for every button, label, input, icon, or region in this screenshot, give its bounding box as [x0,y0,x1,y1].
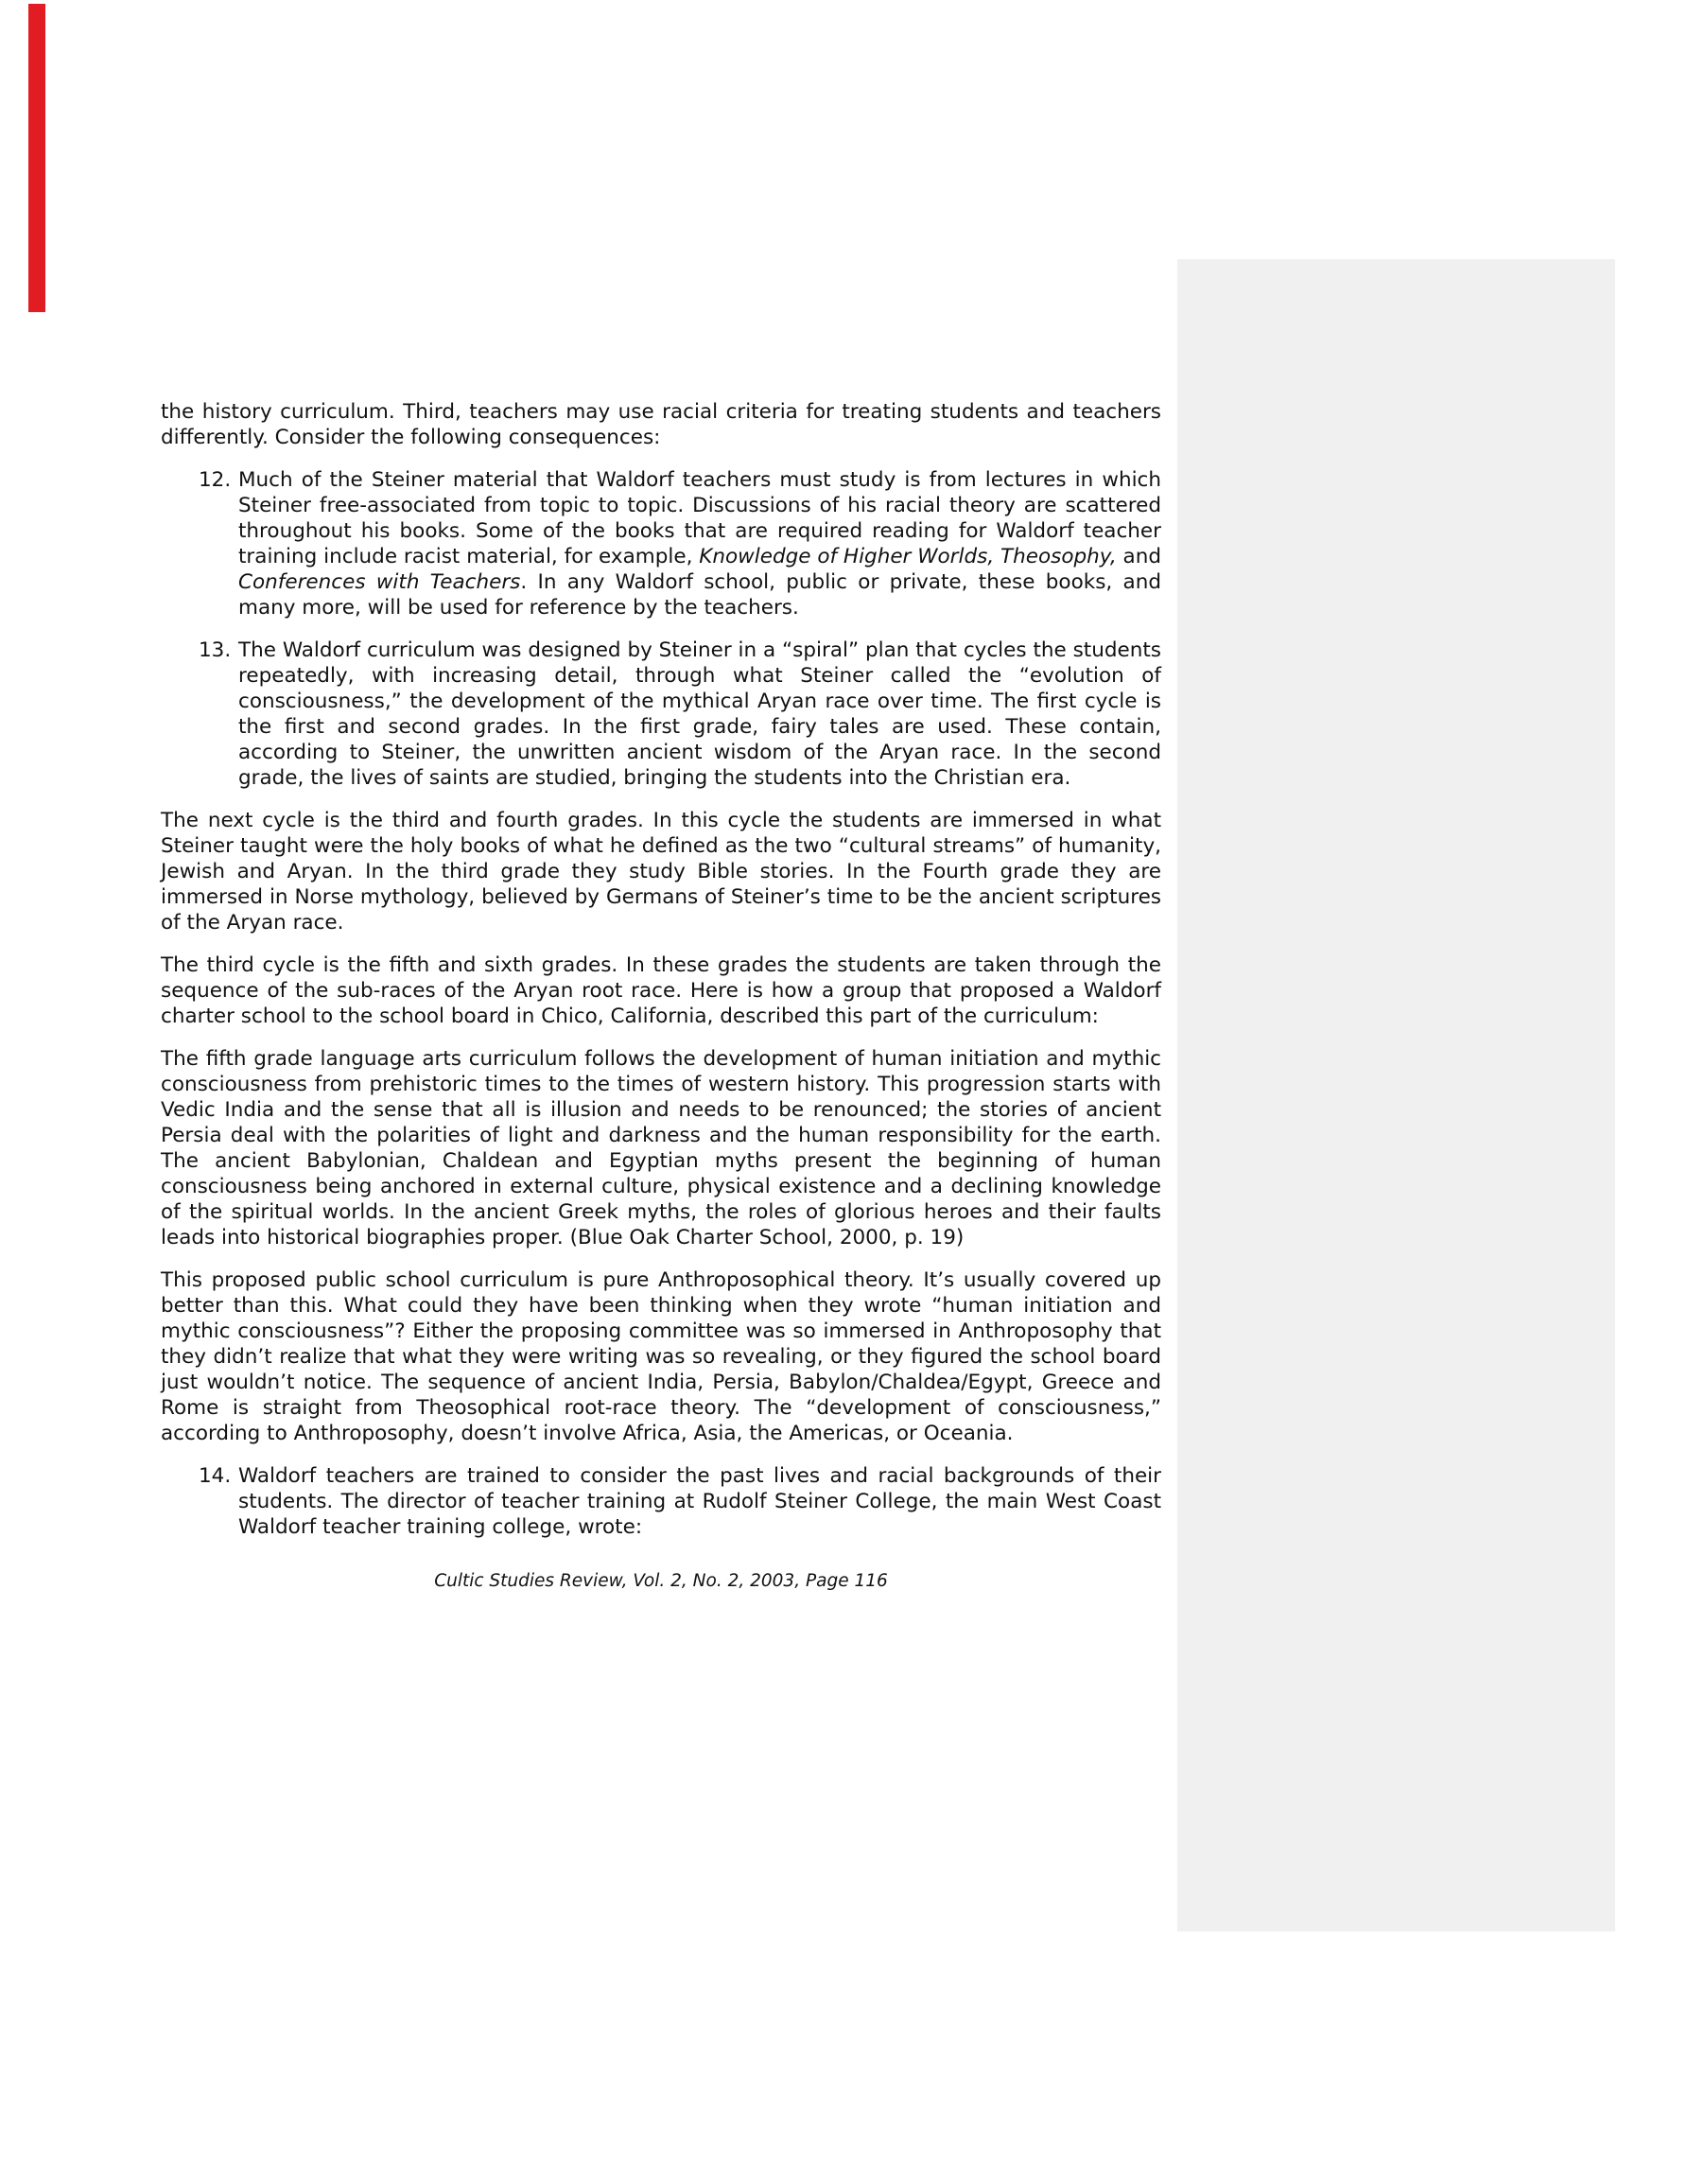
list-item-14 [161,1463,1161,1540]
list-item-13 [161,638,1161,791]
item13-paragraph-4: This proposed public school curriculum is pure Anthroposophical theory. It’s usually covered up better than this. What could they have been thinking when they wrote “human initiation and mythic consciousness”? Either the proposing committee was so immersed in Anthroposophy that they didn’t realize that what they were writing was so revealing, or they figured the school board just wouldn’t notice. The sequence of ancient India, Persia, Babylon/Chaldea/Egypt, Greece and Rome is straight from Theosophical root-race theory. The “development of consciousness,” according to Anthroposophy, doesn’t involve Africa, Asia, the Americas, or Oceania. [161,1268,1161,1445]
page-text-column [161,399,1161,1593]
item12-segment-2: and [1116,545,1161,568]
list-item-13-number: 13. [199,638,232,662]
list-item-12-paragraph [238,467,1161,620]
list-item-13-body [238,638,1161,791]
list-item-12 [161,467,1161,620]
intro-paragraph: the history curriculum. Third, teachers may use racial criteria for treating students and teachers differently. Consider the following consequences: [161,400,1161,449]
item13-paragraph-1: The Waldorf curriculum was designed by Steiner in a “spiral” plan that cycles the students repeatedly, with increasing detail, through what Steiner called the “evolution of consciousness,” the development of the mythical Aryan race over time. The first cycle is the first and second grades. In the first grade, fairy tales are used. These contain, according to Steiner, the unwritten ancient wisdom of the Aryan race. In the second grade, the lives of saints are studied, bringing the students into the Christian era. [238,638,1161,790]
list-item-12-number: 12. [199,468,232,492]
item12-book-title-italic-2: Conferences with Teachers [238,570,521,594]
item13-paragraph-3: The third cycle is the fifth and sixth grades. In these grades the students are taken through the sequence of the sub-races of the Aryan root race. Here is how a group that proposed a Waldorf charter school to the school board in Chico, California, described this part of the curriculum: [161,953,1161,1028]
item14-paragraph: Waldorf teachers are trained to consider the past lives and racial backgrounds of their students. The director of teacher training at Rudolf Steiner College, the main West Coast Waldorf teacher training college, wrote: [238,1464,1161,1539]
list-item-14-number: 14. [199,1464,232,1488]
right-gray-panel [1177,259,1615,1931]
item12-segment-0: Much of the Steiner material that Waldorf teachers must study is from lectures in which Steiner free-associated from topic to topic. Discussions of his racial theory are scattered throughout his books. Some of the books that are required reading for Waldorf teacher training include racist material, for example, [238,468,1161,568]
list-item-14-body [238,1463,1161,1540]
item12-segment-4: . In any Waldorf school, public or private, these books, and many more, will be used for reference by the teachers. [238,570,1161,620]
item13-paragraph-2: The next cycle is the third and fourth grades. In this cycle the students are immersed in what Steiner taught were the holy books of what he defined as the two “cultural streams” of humanity, Jewish and Aryan. In the third grade they study Bible stories. In the Fourth grade they are immersed in Norse mythology, believed by Germans of Steiner’s time to be the ancient scriptures of the Aryan race. [161,809,1161,935]
red-marker-stripe [28,4,45,312]
item12-book-titles-italic: Knowledge of Higher Worlds, Theosophy, [699,545,1117,568]
footer-citation: Cultic Studies Review, Vol. 2, No. 2, 2003, Page 116 [434,1571,888,1591]
list-item-12-body [238,467,1161,620]
charter-school-block-quote: The fifth grade language arts curriculum follows the development of human initiation and mythic consciousness from prehistoric times to the times of western history. This progression starts with Vedic India and the sense that all is illusion and needs to be renounced; the stories of ancient Persia deal with the polarities of light and darkness and the human responsibility for the earth. The ancient Babylonian, Chaldean and Egyptian myths present the beginning of human consciousness being anchored in external culture, physical existence and a declining knowledge of the spiritual worlds. In the ancient Greek myths, the roles of glorious heroes and their faults leads into historical biographies proper. (Blue Oak Charter School, 2000, p. 19) [161,1047,1161,1249]
